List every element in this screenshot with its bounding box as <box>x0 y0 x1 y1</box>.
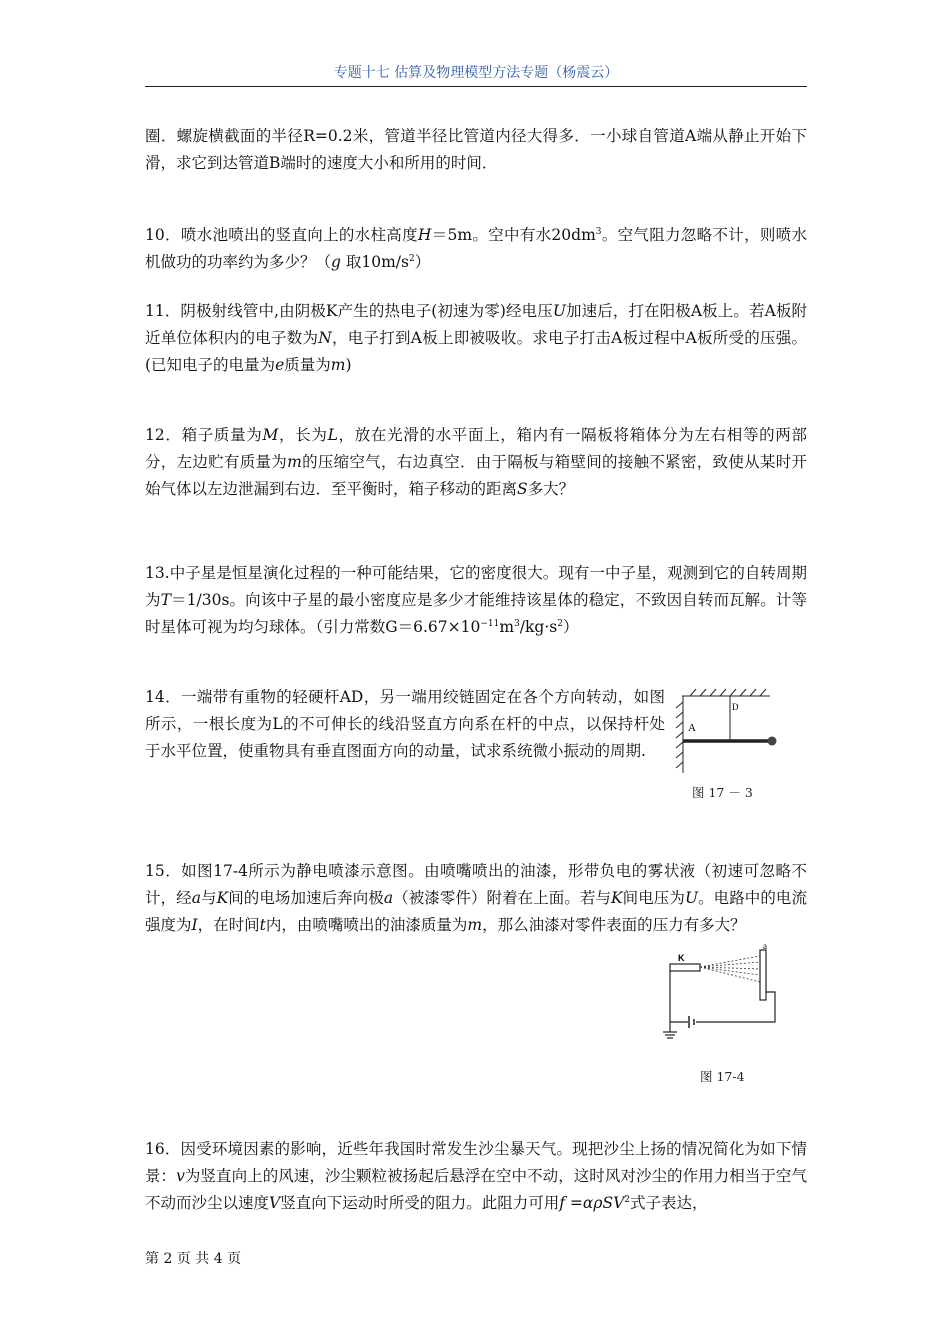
q10-sup: 3 <box>595 226 602 237</box>
figure-17-3-caption: 图 17 － 3 <box>692 785 753 800</box>
q12-var-m: m <box>287 453 302 471</box>
q13-text-e: ） <box>562 618 579 636</box>
q12-text-d: 的压缩空气，右边真空．由于隔板与箱壁间的接触不紧密，致使从某时开始气体以左边泄漏到右边．至平衡时，箱子移动的距离 <box>145 453 807 498</box>
q16-text-c: 竖直向下运动时所受的阻力。此阻力可用 <box>280 1194 560 1212</box>
question-12 <box>145 422 807 503</box>
battery <box>689 1016 694 1028</box>
fig4-label-a: a <box>763 942 767 951</box>
q15-var-K2: K <box>611 889 623 907</box>
figure-17-4-caption: 图 17-4 <box>700 1069 745 1084</box>
q10-text-e: ） <box>414 253 431 271</box>
q15-var-a: a <box>191 889 201 907</box>
q12-text-e: 多大？ <box>527 480 575 498</box>
q16-var-V: V <box>269 1194 281 1212</box>
q11-text-d: 质量为 <box>284 356 331 374</box>
q15-text-e: 间电压为 <box>622 889 685 907</box>
q11-var-N: N <box>318 329 332 347</box>
q14-text: 14．一端带有重物的轻硬杆AD，另一端用绞链固定在各个方向转动，如图所示，一根长度为L的不可伸长的线沿竖直方向系在杆的中点，以保持杆处于水平位置，使重物具有垂直图面方向的动量，试求系统微小振动的周期. <box>145 688 665 760</box>
q10-text-c: 。空气阻力忽略不计，则喷水机做功的功率约为多少？（ <box>145 226 807 271</box>
q16-formula: f =αρSV <box>559 1194 625 1212</box>
question-14 <box>145 684 665 765</box>
question-11 <box>145 298 807 379</box>
q13-sup: −11 <box>480 618 500 629</box>
page-header: 专题十七 估算及物理模型方法专题（杨震云） <box>145 62 807 87</box>
fig4-label-K: K <box>678 953 685 963</box>
weight-ball <box>768 737 777 746</box>
q12-var-L: L <box>327 426 338 444</box>
q12-var-M: M <box>262 426 279 444</box>
q15-text-i: ，那么油漆对零件表面的压力有多大？ <box>482 916 746 934</box>
q12-var-S: S <box>517 480 528 498</box>
fig3-label-D: D <box>732 702 739 712</box>
q12-text-c: ，放在光滑的水平面上，箱内有一隔板将箱体分为左右相等的两部分，左边贮有质量为 <box>145 426 807 471</box>
q11-text: 11．阴极射线管中,由阴极K产生的热电子(初速为零)经电压 <box>145 302 553 320</box>
q10-var-g: g <box>331 253 341 271</box>
spray-lines <box>700 956 760 982</box>
q11-text-f: ) <box>345 356 352 374</box>
q11-var-U: U <box>552 302 566 320</box>
q15-var-I: I <box>191 916 198 934</box>
q16-var-v: v <box>176 1167 185 1185</box>
question-9-continued <box>145 123 807 177</box>
question-13 <box>145 560 807 641</box>
q13-text: 13.中子星是恒星演化过程的一种可能结果，它的密度很大。现有一中子星，观测到它的自转周期为 <box>145 564 807 609</box>
q11-text-b: 加速后，打在阳极A板上。若A板附近单位体积内的电子数为 <box>145 302 808 347</box>
q15-var-U: U <box>684 889 699 907</box>
question-16 <box>145 1136 807 1217</box>
nozzle <box>670 964 700 971</box>
q15-text-d: （被漆零件）附着在上面。若与 <box>393 889 612 907</box>
q16-text-d: 式子表达， <box>630 1194 708 1212</box>
page-footer: 第 2 页 共 4 页 <box>145 1251 242 1267</box>
q10-text: 10．喷水池喷出的竖直向上的水柱高度 <box>145 226 418 244</box>
q15-var-t: t <box>259 916 266 934</box>
q16-formula-sup: 2 <box>624 1194 631 1205</box>
q11-text-c: ，电子打到A板上即被吸收。求电子打击A板过程中A板所受的压强。(已知电子的电量为 <box>145 329 807 374</box>
q13-sup2: 3 <box>514 618 520 629</box>
q10-text-b: ＝5m。空中有水20dm <box>431 226 596 244</box>
q15-var-a2: a <box>383 889 394 907</box>
q11-var-e: e <box>275 356 285 374</box>
q16-text: 16．因受环境因素的影响，近些年我国时常发生沙尘暴天气。现把沙尘上扬的情况简化为如下情景： <box>145 1140 807 1185</box>
q13-text-d: /kg·s <box>519 618 558 636</box>
wall-hatch <box>676 696 683 773</box>
q10-var-H: H <box>417 226 432 244</box>
plate-a <box>760 950 766 1000</box>
q15-var-m: m <box>467 916 483 934</box>
question-10 <box>145 222 807 276</box>
q10-text-d: 取10m/s <box>340 253 409 271</box>
figure-17-3 <box>670 688 790 778</box>
q15-text-b: 与 <box>200 889 217 907</box>
q13-text-b: ＝1/30s。向该中子星的最小密度应是多少才能维持该星体的稳定，不致因自转而瓦解。计等时星体可视为均匀球体。（引力常数G＝6.67×10 <box>145 591 807 636</box>
figure-17-4 <box>660 942 785 1057</box>
q15-text-g: ，在时间 <box>197 916 260 934</box>
q15-text-h: 内，由喷嘴喷出的油漆质量为 <box>265 916 468 934</box>
q10-sup2: 2 <box>408 253 415 264</box>
ground-symbol <box>663 1032 677 1038</box>
q13-text-c: m <box>499 618 515 636</box>
circuit-wires <box>670 971 775 1032</box>
q15-text-f: 。电路中的电流强度为 <box>145 889 807 934</box>
q13-var-T: T <box>160 591 171 609</box>
q11-var-m: m <box>330 356 346 374</box>
q13-sup3: 2 <box>557 618 563 629</box>
q15-text: 15．如图17-4所示为静电喷漆示意图。由喷嘴喷出的油漆，形带负电的雾状液（初速可忽略不计，经 <box>145 862 807 907</box>
question-15 <box>145 858 807 939</box>
q9-text: 圈．螺旋横截面的半径R=0.2米，管道半径比管道内径大得多．一小球自管道A端从静止开始下滑，求它到达管道B端时的速度大小和所用的时间． <box>145 127 807 172</box>
q15-var-K: K <box>216 889 229 907</box>
q16-text-b: 为竖直向上的风速，沙尘颗粒被扬起后悬浮在空中不动，这时风对沙尘的作用力相当于空气不动而沙尘以速度 <box>145 1167 807 1212</box>
q12-text: 12．箱子质量为 <box>145 426 263 444</box>
ceiling-hatch <box>682 689 770 696</box>
q12-text-b: ，长为 <box>278 426 328 444</box>
fig3-label-A: A <box>688 722 696 734</box>
q15-text-c: 间的电场加速后奔向极 <box>228 889 384 907</box>
